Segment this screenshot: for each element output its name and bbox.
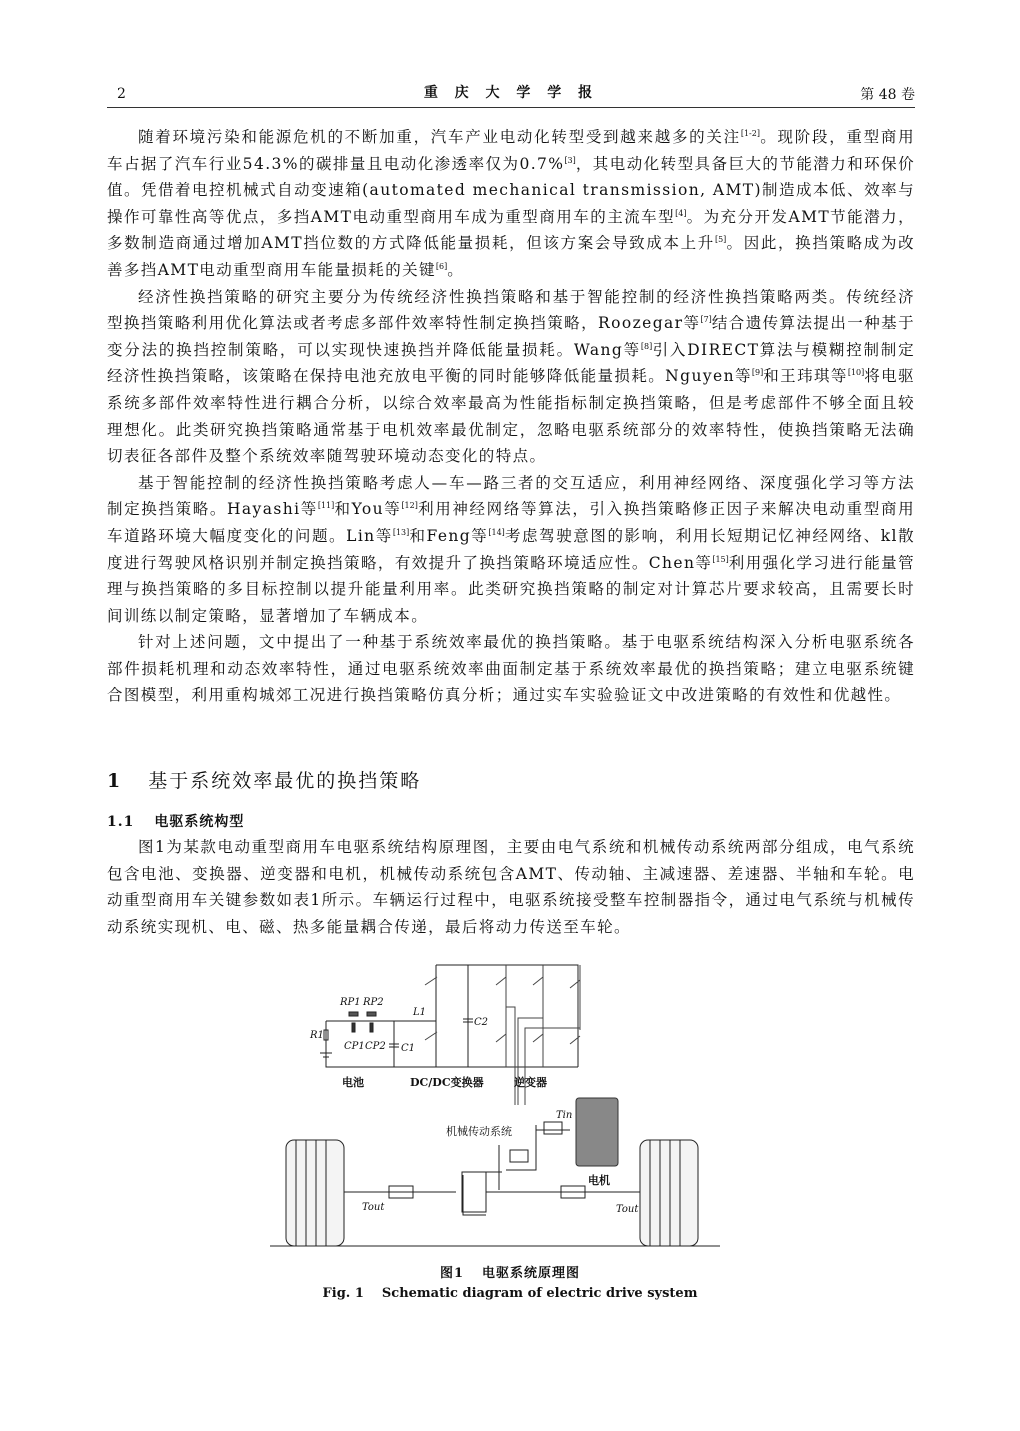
label-motor: 电机 [588, 1174, 610, 1187]
label-tout-right: Tout [616, 1204, 639, 1215]
citation: [4] [675, 208, 687, 218]
citation: [3] [564, 155, 576, 165]
left-wheel [286, 1140, 344, 1246]
section-body [107, 834, 915, 940]
text-run: 。为充分开发AMT节能潜力，多数制造商通过增加AMT挡位数的方式降低能量损耗，但该方案会导致成本上升 [107, 207, 915, 253]
paragraph: 图1为某款电动重型商用车电驱系统结构原理图，主要由电气系统和机械传动系统两部分组成，电气系统包含电池、变换器、逆变器和电机，机械传动系统包含AMT、传动轴、主减速器、差速器、半轴和车轮。电动重型商用车关键参数如表1所示。车辆运行过程中，电驱系统接受整车控制器指令，通过电气系统与机械传动系统实现机、电、磁、热多能量耦合传递，最后将动力传送至车轮。 [107, 838, 915, 936]
citation: [14] [488, 527, 505, 537]
electric-drive-diagram [270, 960, 720, 1260]
text-run: 基于智能控制的经济性换挡策略考虑人—车—路三者的交互适应，利用神经网络、深度强化学习等方法制定换挡策略。Hayashi等 [107, 473, 915, 519]
paragraph [107, 470, 915, 630]
label-battery: 电池 [342, 1076, 364, 1089]
text-run: 。现阶段，重型商用车占据了汽车行业54.3%的碳排量且电动化渗透率仅为0.7% [107, 128, 915, 173]
label-c1: C1 [401, 1043, 416, 1054]
header-rule [107, 107, 915, 108]
paragraph [107, 124, 915, 284]
text-run: 将电驱系统多部件效率特性进行耦合分析，以综合效率最高为性能指标制定换挡策略，但是考虑部件不够全面且较理想化。此类研究换挡策略通常基于电机效率最优制定，忽略电驱系统部分的效率特性，使换挡策略无法确切表征各部件及整个系统效率随驾驶环境动态变化的特点。 [107, 367, 915, 466]
text-run: 和王玮琪等 [763, 367, 848, 386]
subsection-heading: 1.1 电驱系统构型 [107, 814, 245, 830]
citation: [5] [714, 235, 727, 245]
citation: [11] [317, 501, 335, 511]
section-heading: 1 基于系统效率最优的换挡策略 [107, 770, 422, 792]
label-mech: 机械传动系统 [446, 1125, 512, 1138]
citation: [1-2] [740, 129, 760, 138]
intro-body [107, 124, 915, 709]
label-tin: Tin [556, 1110, 573, 1121]
paragraph [107, 284, 915, 470]
label-cp2: CP2 [365, 1041, 386, 1052]
text-run: 考虑驾驶意图的影响，利用长短期记忆神经网络、kl散度进行驾驶风格识别并制定换挡策略，有效提升了换挡策略环境适应性。Chen等 [107, 526, 915, 572]
text-run: 结合遗传算法提出一种基于变分法的换挡控制策略，可以实现快速换挡并降低能量损耗。Wang等 [107, 314, 915, 359]
right-wheel [640, 1140, 698, 1246]
citation: [9] [751, 368, 764, 378]
text-run: 。因此，换挡策略成为改善多挡AMT电动重型商用车能量损耗的关键 [107, 234, 915, 279]
journal-title: 重 庆 大 学 学 报 [423, 85, 599, 101]
text-run: 和You等 [334, 500, 402, 519]
label-c2: C2 [474, 1017, 489, 1028]
text-run: ，其电动化转型具备巨大的节能潜力和环保价值。凭借着电控机械式自动变速箱(automated mechanical transmission, AMT)制造成本低、效率与操作可靠性高等优点，多挡AMT电动重型商用车成为重型商用车的主流车型 [107, 154, 915, 226]
label-dcdc: DC/DC变换器 [410, 1076, 484, 1089]
text-run: 。 [447, 260, 465, 279]
label-rp2: RP2 [363, 997, 384, 1008]
citation: [15] [712, 554, 729, 564]
citation: [8] [640, 341, 653, 351]
figure-caption-en: Fig. 1 Schematic diagram of electric drive system [322, 1286, 698, 1301]
citation: [13] [392, 527, 410, 537]
running-header [107, 82, 915, 104]
label-r1: R1 [310, 1030, 324, 1041]
label-tout-left: Tout [362, 1202, 385, 1213]
citation: [7] [700, 315, 712, 325]
text-run: 利用神经网络等算法，引入换挡策略修正因子来解决电动重型商用车道路环境大幅度变化的问题。Lin等 [107, 500, 915, 545]
text-run: 和Feng等 [409, 526, 489, 545]
text-run: 利用强化学习进行能量管理与换挡策略的多目标控制以提升能量利用率。此类研究换挡策略的制定对计算芯片要求较高，且需要长时间训练以制定策略，显著增加了车辆成本。 [107, 553, 915, 625]
label-cp1: CP1 [344, 1041, 365, 1052]
label-inverter: 逆变器 [514, 1076, 547, 1089]
figure-caption-cn: 图1 电驱系统原理图 [439, 1266, 581, 1281]
volume-label: 第 48 卷 [860, 87, 915, 103]
text-run: 经济性换挡策略的研究主要分为传统经济性换挡策略和基于智能控制的经济性换挡策略两类。传统经济型换挡策略利用优化算法或者考虑多部件效率特性制定换挡策略，Roozegar等 [107, 287, 915, 333]
paragraph [107, 629, 915, 709]
citation: [12] [401, 501, 418, 511]
text-run: 针对上述问题，文中提出了一种基于系统效率最优的换挡策略。基于电驱系统结构深入分析电驱系统各部件损耗机理和动态效率特性，通过电驱系统效率曲面制定基于系统效率最优的换挡策略；建立电驱系统键合图模型，利用重构城郊工况进行换挡策略仿真分析；通过实车实验验证文中改进策略的有效性和优越性。 [107, 633, 915, 705]
page-number: 2 [117, 86, 126, 102]
label-rp1: RP1 [340, 997, 361, 1008]
text-run: 引入DIRECT算法与模糊控制制定经济性换挡策略，该策略在保持电池充放电平衡的同时能够降低能量损耗。Nguyen等 [107, 340, 915, 386]
label-l1: L1 [413, 1007, 427, 1018]
text-run: 随着环境污染和能源危机的不断加重，汽车产业电动化转型受到越来越多的关注 [138, 128, 741, 146]
citation: [10] [847, 368, 865, 378]
citation: [6] [435, 261, 448, 271]
motor-block [576, 1098, 618, 1166]
